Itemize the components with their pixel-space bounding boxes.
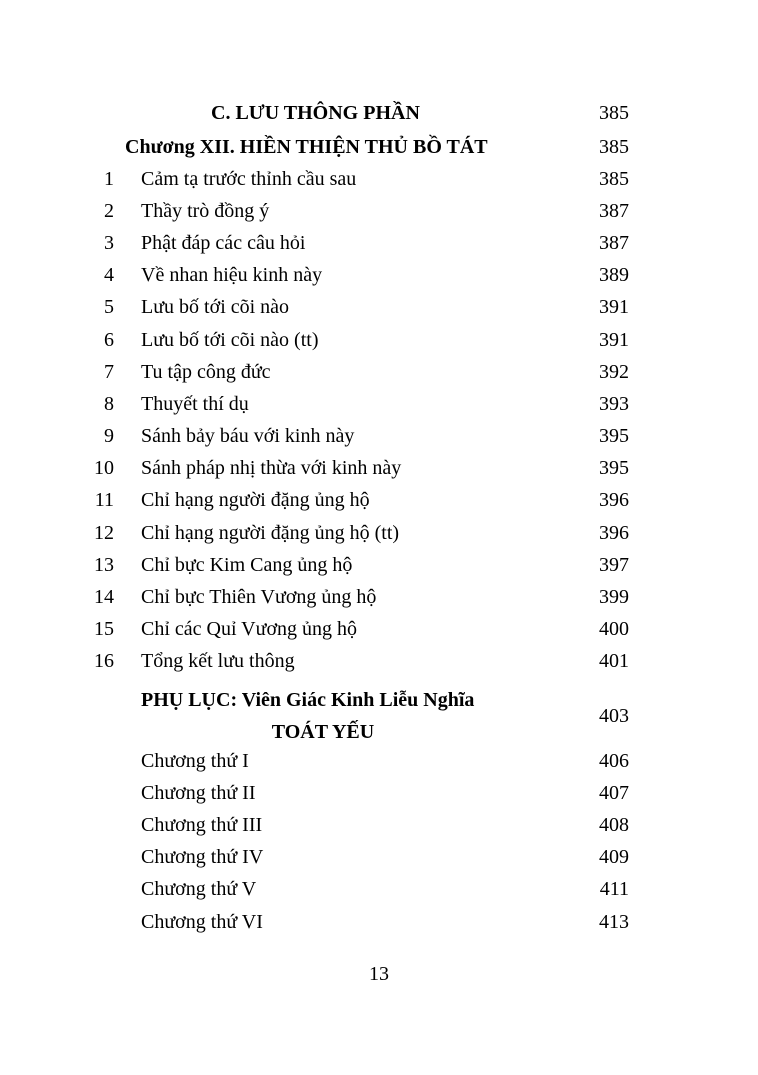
entry-number: 7 [104,361,114,383]
toc-entry[interactable] [0,291,758,323]
appendix-title-line1: PHỤ LỤC: Viên Giác Kinh Liễu Nghĩa [141,689,475,711]
entry-number: 9 [104,425,114,447]
chapter-entry-page: 411 [599,878,629,900]
toc-entry[interactable] [0,324,758,356]
entry-number: 2 [104,200,114,222]
entry-page: 397 [599,554,629,576]
chapter-entry-title: Chương thứ VI [141,911,263,933]
entry-title: Phật đáp các câu hỏi [141,232,306,254]
toc-entry[interactable] [0,163,758,195]
toc-entry[interactable] [0,517,758,549]
toc-entry[interactable] [0,484,758,516]
entry-number: 3 [104,232,114,254]
entry-number: 14 [94,586,114,608]
entry-title: Cảm tạ trước thỉnh cầu sau [141,168,357,190]
entry-page: 395 [599,425,629,447]
entry-number: 15 [94,618,114,640]
entry-title: Lưu bố tới cõi nào [141,296,290,318]
entry-page: 393 [599,393,629,415]
entry-page: 401 [599,650,629,672]
entry-title: Chỉ hạng người đặng ủng hộ [141,489,370,511]
entry-number: 5 [104,296,114,318]
chapter-page-number: 385 [599,136,629,158]
toc-entry[interactable] [0,645,758,677]
appendix-heading[interactable] [0,684,758,748]
entry-number: 11 [94,489,114,511]
entry-page: 396 [599,522,629,544]
chapter-heading-row [0,131,758,163]
entry-number: 10 [94,457,114,479]
chapter-entry-page: 409 [599,846,629,868]
entry-page: 400 [599,618,629,640]
entry-title: Thầy trò đồng ý [141,200,270,222]
entry-page: 391 [599,329,629,351]
chapter-entry-page: 408 [599,814,629,836]
toc-entry[interactable] [0,613,758,645]
appendix-title-line2: TOÁT YẾU [271,721,375,743]
toc-entry[interactable] [0,388,758,420]
toc-entry[interactable] [0,195,758,227]
chapter-entry-page: 413 [599,911,629,933]
entry-page: 385 [599,168,629,190]
entry-page: 391 [599,296,629,318]
entry-title: Tổng kết lưu thông [141,650,295,672]
entry-title: Thuyết thí dụ [141,393,249,415]
appendix-chapter-entry[interactable] [0,777,758,809]
appendix-chapter-entry[interactable] [0,873,758,905]
chapter-entry-page: 407 [599,782,629,804]
entry-title: Tu tập công đức [141,361,271,383]
toc-entry[interactable] [0,356,758,388]
entry-title: Chỉ hạng người đặng ủng hộ (tt) [141,522,400,544]
entry-title: Lưu bố tới cõi nào (tt) [141,329,319,351]
entry-number: 1 [104,168,114,190]
entry-number: 16 [94,650,114,672]
entry-number: 4 [104,264,114,286]
chapter-entry-title: Chương thứ II [141,782,256,804]
toc-entry[interactable] [0,259,758,291]
entry-title: Sánh bảy báu với kinh này [141,425,355,447]
toc-entry[interactable] [0,549,758,581]
entry-number: 13 [94,554,114,576]
entry-title: Về nhan hiệu kinh này [141,264,323,286]
section-heading-row [0,97,758,129]
appendix-page-number: 403 [599,705,629,727]
entry-number: 12 [94,522,114,544]
chapter-title: Chương XII. HIỀN THIỆN THỦ BỒ TÁT [125,136,488,158]
entry-page: 392 [599,361,629,383]
toc-entry[interactable] [0,420,758,452]
entry-title: Sánh pháp nhị thừa với kinh này [141,457,402,479]
appendix-chapter-entry[interactable] [0,745,758,777]
appendix-chapter-entry[interactable] [0,809,758,841]
toc-entry[interactable] [0,581,758,613]
entry-number: 8 [104,393,114,415]
chapter-entry-title: Chương thứ V [141,878,257,900]
appendix-chapter-entry[interactable] [0,841,758,873]
entry-page: 387 [599,232,629,254]
chapter-entry-title: Chương thứ I [141,750,249,772]
entry-title: Chỉ bực Kim Cang ủng hộ [141,554,353,576]
chapter-entry-page: 406 [599,750,629,772]
toc-entry[interactable] [0,227,758,259]
toc-entry[interactable] [0,452,758,484]
footer-page-number: 13 [369,963,389,985]
entry-page: 399 [599,586,629,608]
section-page-number: 385 [599,102,629,124]
entry-title: Chỉ các Quỉ Vương ủng hộ [141,618,358,640]
section-title: C. LƯU THÔNG PHẦN [211,102,420,124]
chapter-entry-title: Chương thứ IV [141,846,264,868]
entry-page: 395 [599,457,629,479]
entry-number: 6 [104,329,114,351]
entry-page: 387 [599,200,629,222]
entry-page: 396 [599,489,629,511]
entry-title: Chỉ bực Thiên Vương ủng hộ [141,586,377,608]
chapter-entry-title: Chương thứ III [141,814,263,836]
entry-page: 389 [599,264,629,286]
appendix-chapter-entry[interactable] [0,906,758,938]
